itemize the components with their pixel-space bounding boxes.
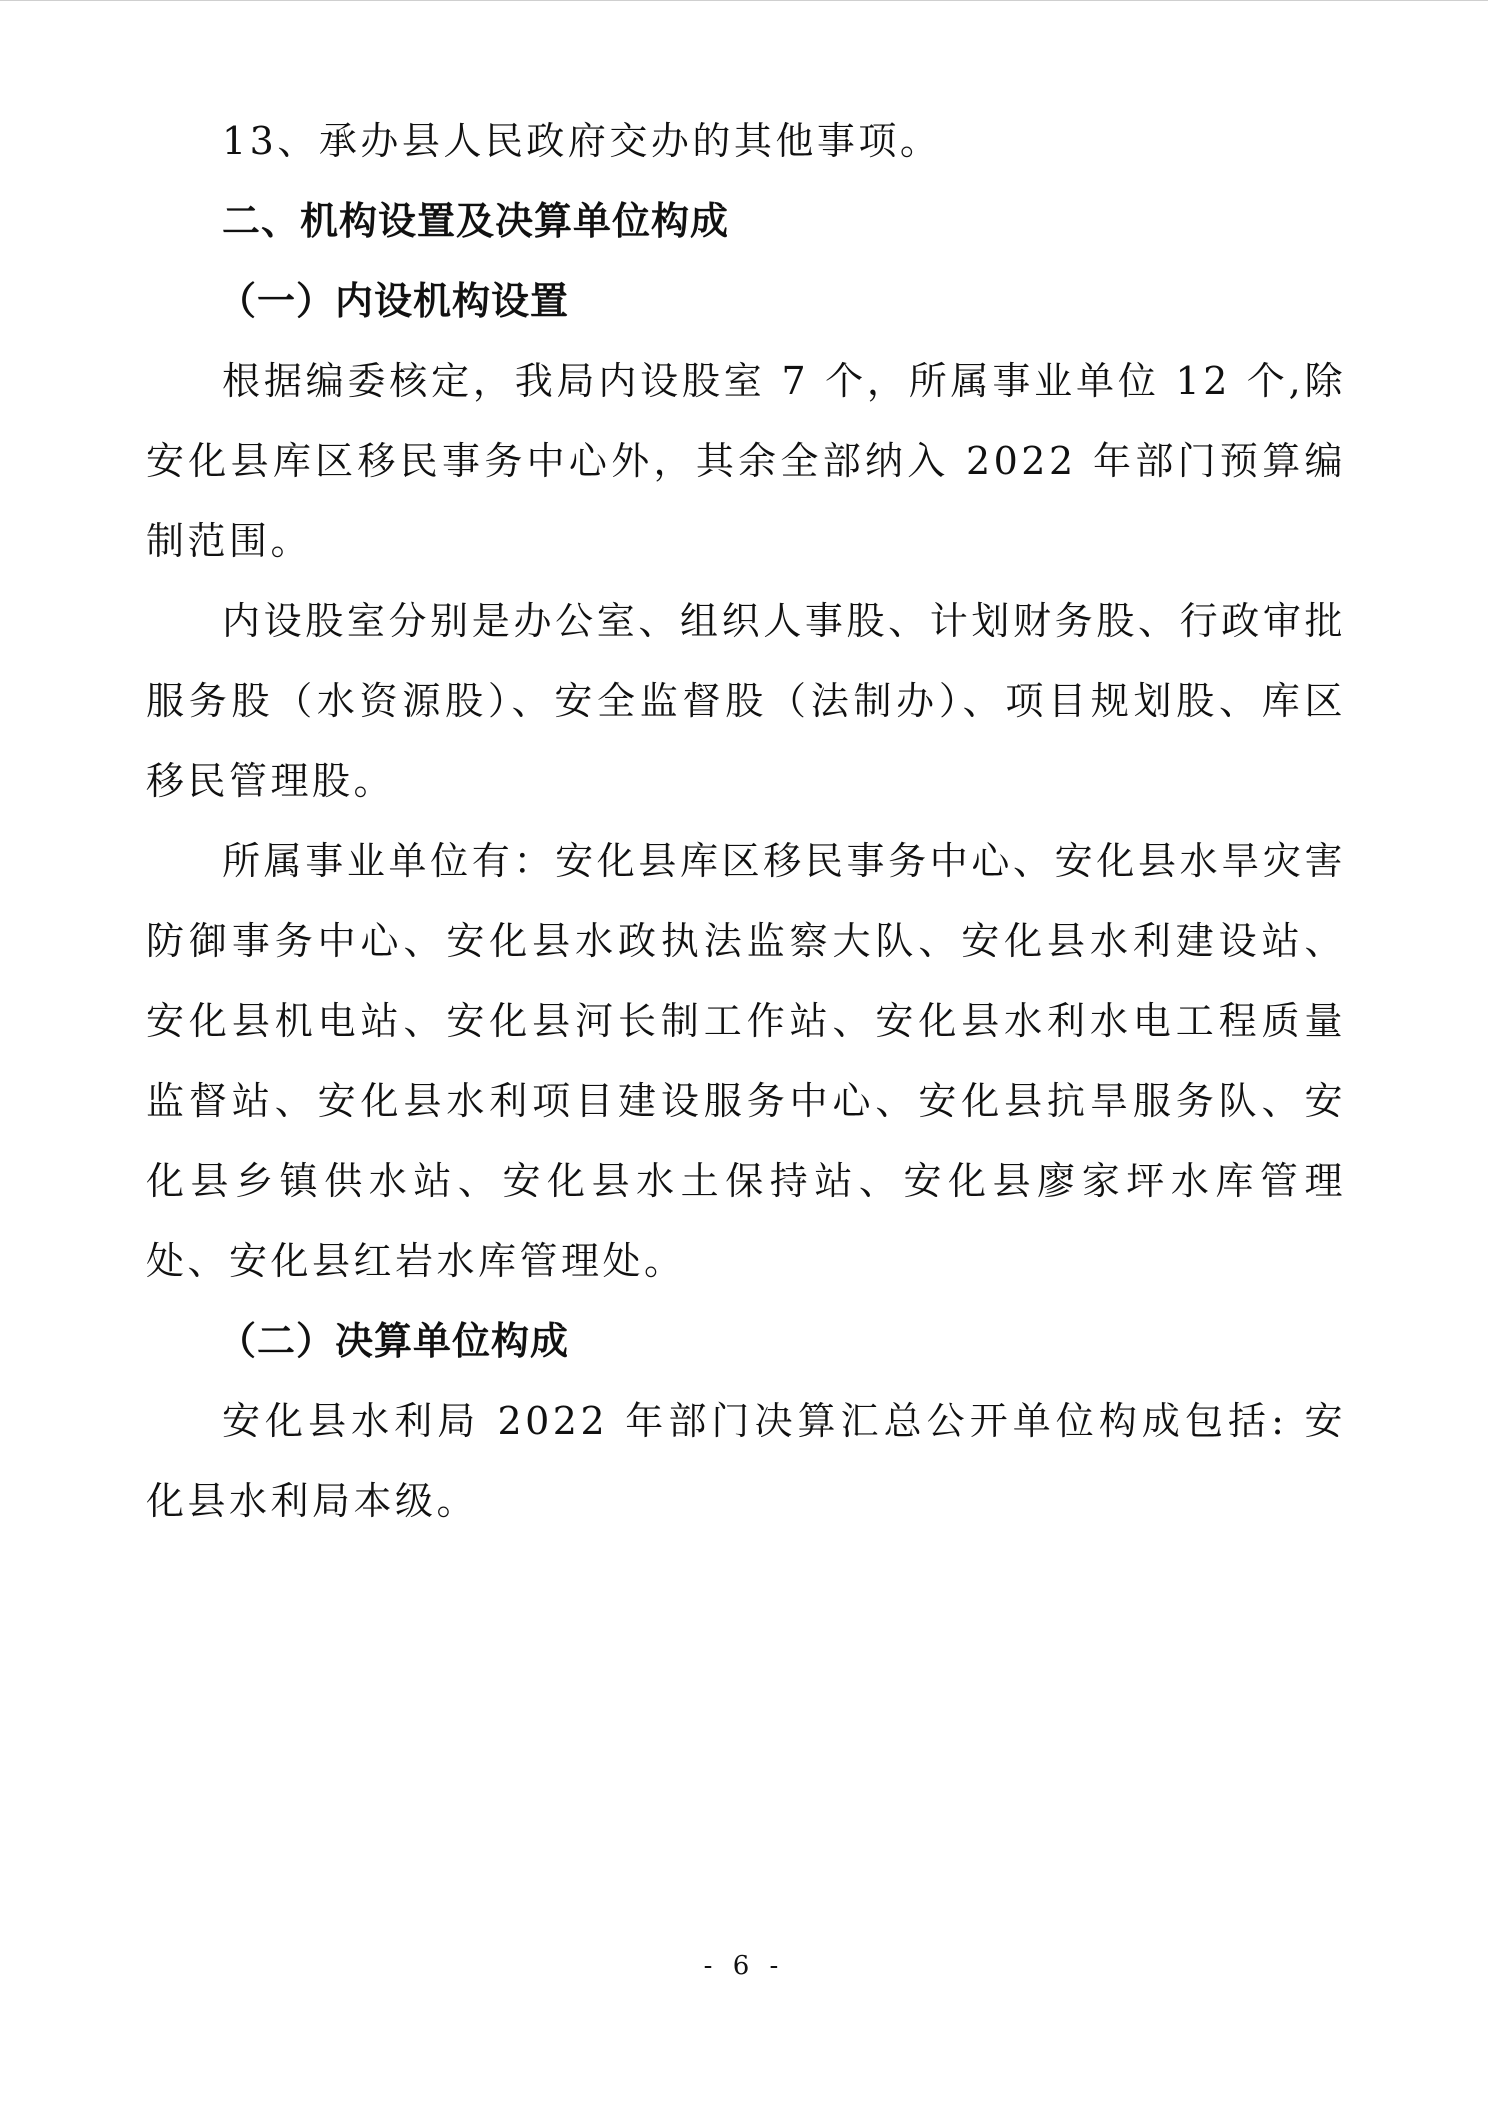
paragraph-affiliated-units: 所属事业单位有：安化县库区移民事务中心、安化县水旱灾害防御事务中心、安化县水政执法监察大队、安化县水利建设站、安化县机电站、安化县河长制工作站、安化县水利水电工程质量监督站、安化县水利项目建设服务中心、安化县抗旱服务队、安化县乡镇供水站、安化县水土保持站、安化县廖家坪水库管理处、安化县红岩水库管理处。 (146, 839, 1346, 1283)
paragraph-item-13: 13、承办县人民政府交办的其他事项。 (222, 119, 942, 163)
document-body (146, 101, 1346, 1541)
paragraph-internal-offices: 内设股室分别是办公室、组织人事股、计划财务股、行政审批服务股（水资源股）、安全监督股（法制办）、项目规划股、库区移民管理股。 (146, 599, 1346, 803)
subsection-heading-accounting-units: （二）决算单位构成 (218, 1319, 570, 1363)
subsection-heading-internal-units: （一）内设机构设置 (218, 279, 570, 323)
page-number: - 6 - (703, 1951, 785, 1981)
paragraph-staffing: 根据编委核定，我局内设股室 7 个，所属事业单位 12 个,除安化县库区移民事务中心外，其余全部纳入 2022 年部门预算编制范围。 (146, 359, 1346, 563)
paragraph-accounting-units: 安化县水利局 2022 年部门决算汇总公开单位构成包括: 安化县水利局本级。 (146, 1399, 1346, 1523)
section-heading-organization: 二、机构设置及决算单位构成 (222, 199, 730, 243)
